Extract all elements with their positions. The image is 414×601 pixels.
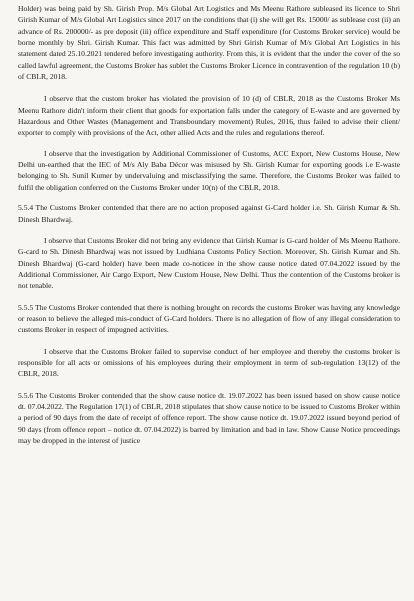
paragraph-observation-10n: I observe that the investigation by Additional Commissioner of Customs, ACC Export, New Customs House, New Delhi un-earthed that the IEC of M/s Aly Baba Décor was misused by Sh. Girish Kumar for exporting goods i.e E-waste belonging to Sh. Sunil Kumer by undervaluing and misclassifying the same. Therefore, the Customs Broker was failed to fulfil the obligation conferred on the Customs Broker under 10(n) of the CBLR, 2018. (18, 148, 400, 192)
paragraph-contention-5-5-6: 5.5.6 The Customs Broker contended that the show cause notice dt. 19.07.2022 has been issued based on show cause notice dt. 07.04.2022. The Regulation 17(1) of CBLR, 2018 stipulates that show cause notice to be issued to Customs Broker within a period of 90 days from the date of receipt of offence report. The show cause notice dt. 19.07.2022 issued beyond period of 90 days (from offence report – notice dt. 07.04.2022) is barred by limitation and bad in law. Show Cause Notice proceedings may be dropped in the interest of justice (18, 390, 400, 445)
paragraph-contention-5-5-4: 5.5.4 The Customs Broker contended that there are no action proposed against G-Card holder i.e. Sh. Girish Kumar & Sh. Dinesh Bhardwaj. (18, 203, 400, 224)
paragraph-sublease-continuation: Holder) was being paid by Sh. Girish Prop. M/s Global Art Logistics and Ms Meenu Rathore subleased its licence to Shri Girish Kumar of M/s Global Art Logistics since 2017 on the conditions that (i) she will get Rs. 15000/ as sublease cost (ii) an advance of Rs. 200000/- as pre deposit (iii) office expenditure and Staff expenditure (for Customs Broker service) would be borne monthly by Shri. Girish Kumar. This fact was admitted by Shri Girish Kumar of M/s Global Art Logistics in his statement dated 25.10.2021 tendered before investigating authority. From this, it is evident that the under the cover of the so called lawful agreement, the Customs Broker has sublet the Customs Broker Licence in contravention of the regulation 10 (b) of CBLR, 2018. (18, 4, 400, 82)
paragraph-contention-5-5-5: 5.5.5 The Customs Broker contended that there is nothing brought on records the customs Broker was having any knowledge or reason to believe the alleged mis-conduct of G-Card holders. There is no allegation of flow of any illegal consideration to customs Broker in respect of impugned activities. (18, 302, 400, 335)
paragraph-observation-supervision: I observe that the Customs Broker failed to supervise conduct of her employee and thereby the customs broker is responsible for all acts or omissions of his employees during their employment in term of sub-regulation 13(12) of the CBLR, 2018. (18, 346, 400, 379)
paragraph-observation-10d: I observe that the custom broker has violated the provision of 10 (d) of CBLR, 2018 as the Customs Broker Ms Meenu Rathore didn't inform their client that goods for exportation falls under the category of E-waste and are governed by Hazardous and Other Wastes (Management and Transboundary movement) Rules, 2016, thus failed to advise their client/ exporter to comply with provisions of the Act, other allied Acts and the rules and regulations thereof. (18, 94, 400, 138)
paragraph-observation-g-card: I observe that Customs Broker did not bring any evidence that Girish Kumar is G-card holder of Ms Meenu Rathore. G-card to Sh. Dinesh Bhardwaj was not issued by Ludhiana Customs Policy Section. Moreover, Sh. Girish Kumar and Sh. Dinesh Bhardwaj (G-card holder) have been made co-noticee in the show cause notice dated 07.04.2022 issued by the Additional Commissioner, Air Cargo Export, New Custom House, New Delhi. Thus the contention of the Customs broker is not tenable. (18, 235, 400, 291)
